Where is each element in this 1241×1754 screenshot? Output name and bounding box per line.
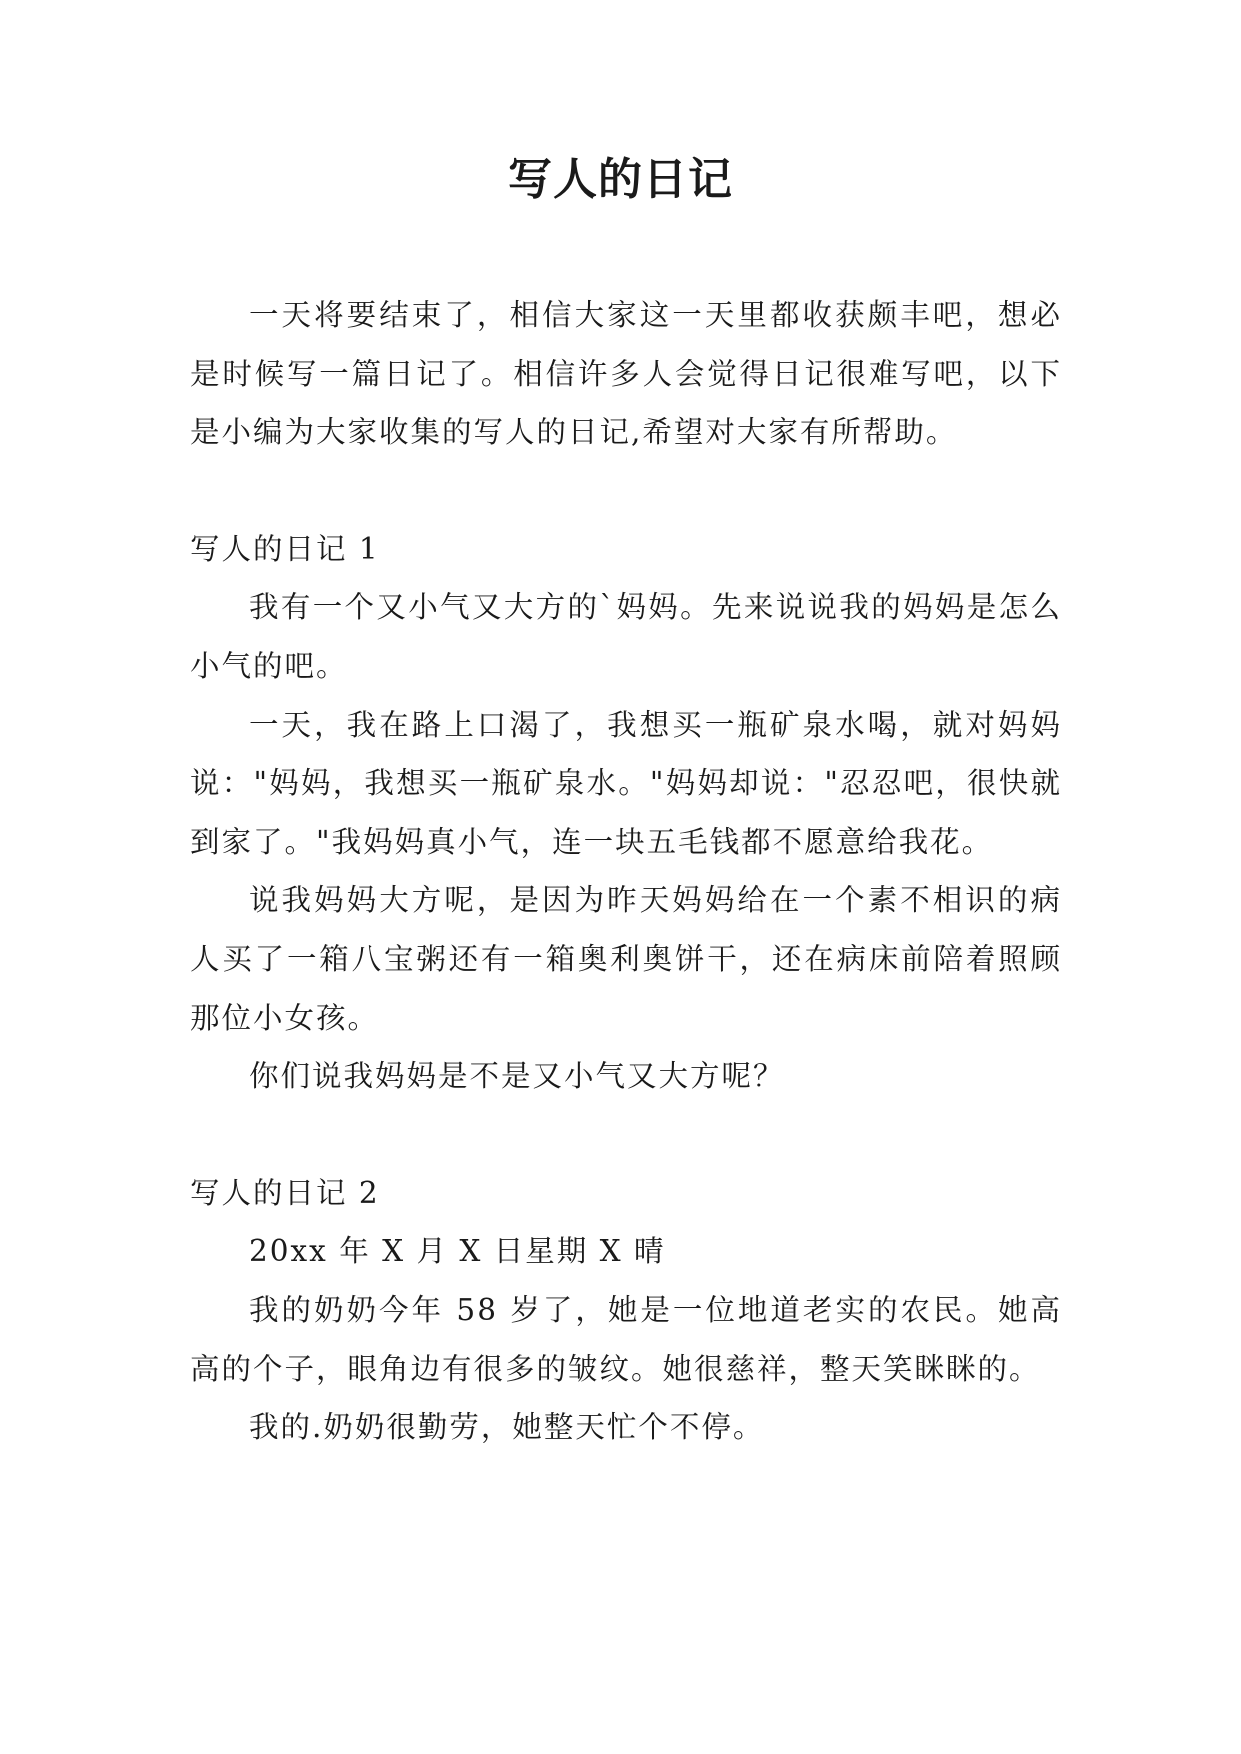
- section-spacer: [190, 1106, 1062, 1164]
- diary-1-paragraph: 说我妈妈大方呢，是因为昨天妈妈给在一个素不相识的病人买了一箱八宝粥还有一箱奥利奥饼干，还在病床前陪着照顾那位小女孩。: [190, 883, 1062, 1035]
- diary-2-paragraph: 我的.奶奶很勤劳，她整天忙个不停。: [249, 1410, 765, 1445]
- document-body: [190, 286, 1062, 1457]
- diary-2-paragraph: 我的奶奶今年 58 岁了，她是一位地道老实的农民。她高高的个子，眼角边有很多的皱纹。她很慈祥，整天笑眯眯的。: [190, 1292, 1062, 1386]
- diary-1-paragraph: 我有一个又小气又大方的`妈妈。先来说说我的妈妈是怎么小气的吧。: [190, 590, 1062, 683]
- diary-1-heading: 写人的日记 1: [190, 531, 380, 566]
- diary-1-paragraph: 一天，我在路上口渴了，我想买一瓶矿泉水喝，就对妈妈说："妈妈，我想买一瓶矿泉水。"妈妈却说："忍忍吧，很快就到家了。"我妈妈真小气，连一块五毛钱都不愿意给我花。: [190, 707, 1062, 859]
- diary-2-heading: 写人的日记 2: [190, 1175, 380, 1210]
- intro-paragraph: 一天将要结束了，相信大家这一天里都收获颇丰吧，想必是时候写一篇日记了。相信许多人会觉得日记很难写吧，以下是小编为大家收集的写人的日记,希望对大家有所帮助。: [190, 298, 1062, 450]
- page-title: 写人的日记: [508, 154, 733, 205]
- diary-2-date-line: 20xx 年 X 月 X 日星期 X 晴: [249, 1234, 666, 1269]
- diary-1-paragraph: 你们说我妈妈是不是又小气又大方呢？: [249, 1059, 785, 1094]
- section-spacer: [190, 462, 1062, 520]
